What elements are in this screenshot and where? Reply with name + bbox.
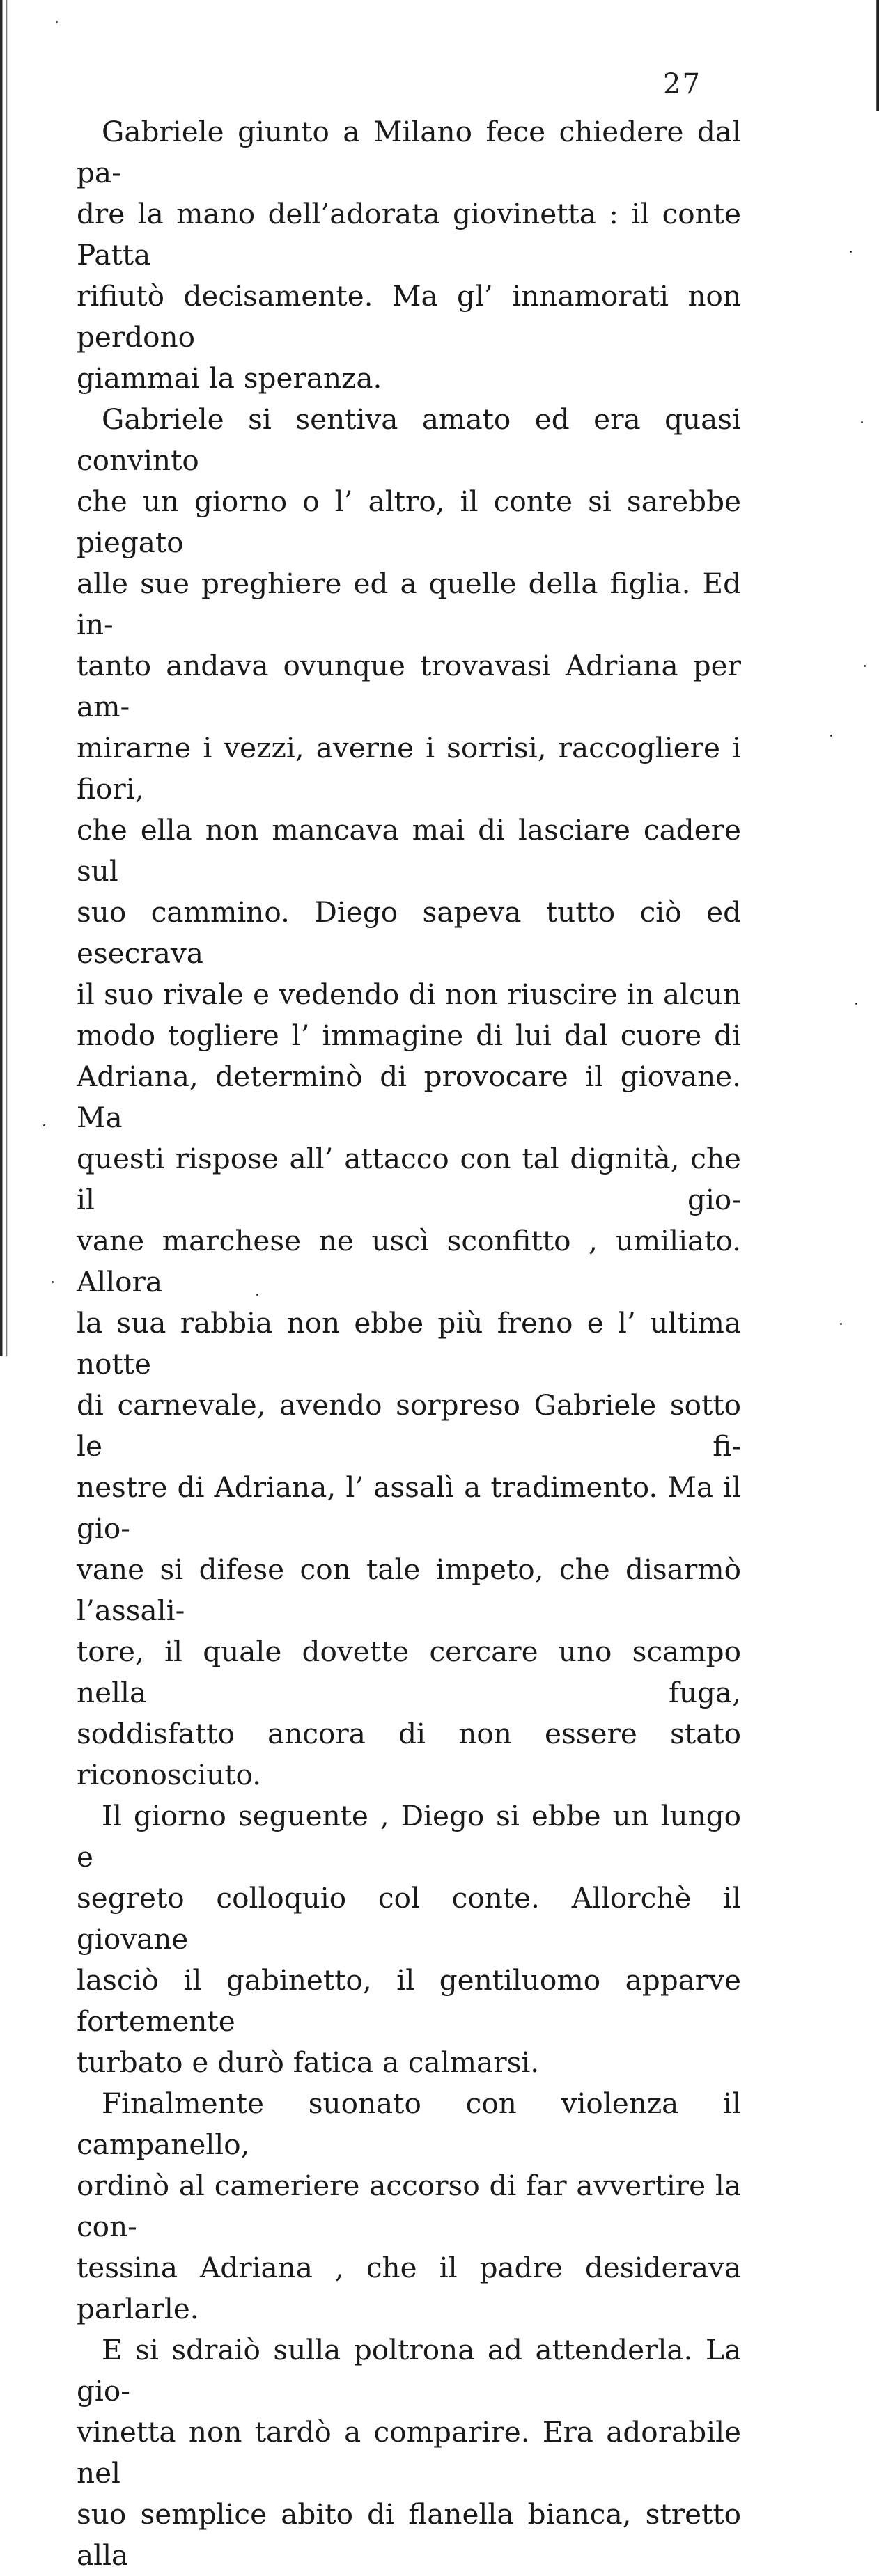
text-line: Finalmente suonato con violenza il campanello, [77,2087,741,2161]
text-line: che ella non mancava mai di lasciare cadere sul [77,813,741,888]
text-line: questi rispose all’ attacco con tal dignità, che il gio- [77,1142,741,1216]
paragraph [77,2083,741,2330]
scan-speck [840,1323,842,1325]
scan-edge-left [0,0,10,1356]
text-line: lasciò il gabinetto, il gentiluomo apparve fortemente [77,1963,741,2038]
text-line: Adriana, determinò di provocare il giovane. Ma [77,1060,741,1134]
scan-speck [56,21,58,23]
text-line: rifiutò decisamente. Ma gl’ innamorati non perdono [77,279,741,354]
text-line: Gabriele si sentiva amato ed era quasi convinto [77,402,741,477]
text-line: nestre di Adriana, l’ assalì a tradimento. Ma il gio- [77,1470,741,1545]
text-line: E si sdraiò sulla poltrona ad attenderla. La gio- [77,2333,741,2408]
scan-speck [855,1003,857,1005]
text-line: suo semplice abito di flanella bianca, stretto alla [77,2497,741,2572]
text-line: segreto colloquio col conte. Allorchè il giovane [77,1881,741,1956]
text-line: mirarne i vezzi, averne i sorrisi, raccogliere i fiori, [77,731,741,806]
paragraph [77,111,741,399]
page-number: 27 [663,68,701,100]
text-line: tanto andava ovunque trovavasi Adriana per am- [77,649,741,723]
text-line: il suo rivale e vedendo di non riuscire in alcun [77,977,741,1011]
text-line: tore, il quale dovette cercare uno scampo nella fuga, [77,1635,741,1709]
paragraph [77,399,741,1796]
scan-speck [830,735,832,737]
text-line: vane marchese ne uscì sconfitto , umiliato. Allora [77,1224,741,1298]
text-line: che un giorno o l’ altro, il conte si sarebbe piegato [77,485,741,559]
scan-speck [861,421,863,423]
paragraph [77,2330,741,2576]
scan-speck [850,251,852,253]
text-line: tessina Adriana , che il padre desiderava parlarle. [77,2251,741,2325]
text-line: ordinò al cameriere accorso di far avvertire la con- [77,2169,741,2243]
scan-speck [864,665,866,667]
text-line: dre la mano dell’adorata giovinetta : il conte Patta [77,197,741,272]
text-line: giammai la speranza. [77,361,382,395]
text-line: Il giorno seguente , Diego si ebbe un lungo e [77,1799,741,1874]
text-line: vinetta non tardò a comparire. Era adorabile nel [77,2415,741,2490]
scan-speck [43,1124,45,1126]
text-line: Gabriele giunto a Milano fece chiedere dal pa- [77,115,741,189]
scan-speck [52,1281,54,1283]
text-line: modo togliere l’ immagine di lui dal cuore di [77,1019,741,1052]
text-line: la sua rabbia non ebbe più freno e l’ ultima notte [77,1306,741,1381]
text-line: alle sue preghiere ed a quelle della figlia. Ed in- [77,567,741,641]
page-body-text [77,111,741,2576]
text-line: soddisfatto ancora di non essere stato riconosciuto. [77,1717,741,1791]
text-line: di carnevale, avendo sorpreso Gabriele sotto le fi- [77,1388,741,1463]
text-line: suo cammino. Diego sapeva tutto ciò ed esecrava [77,895,741,970]
text-line: turbato e durò fatica a calmarsi. [77,2045,540,2079]
paragraph [77,1796,741,2083]
scan-edge-right [873,0,879,111]
text-line: vane si difese con tale impeto, che disarmò l’assali- [77,1553,741,1627]
